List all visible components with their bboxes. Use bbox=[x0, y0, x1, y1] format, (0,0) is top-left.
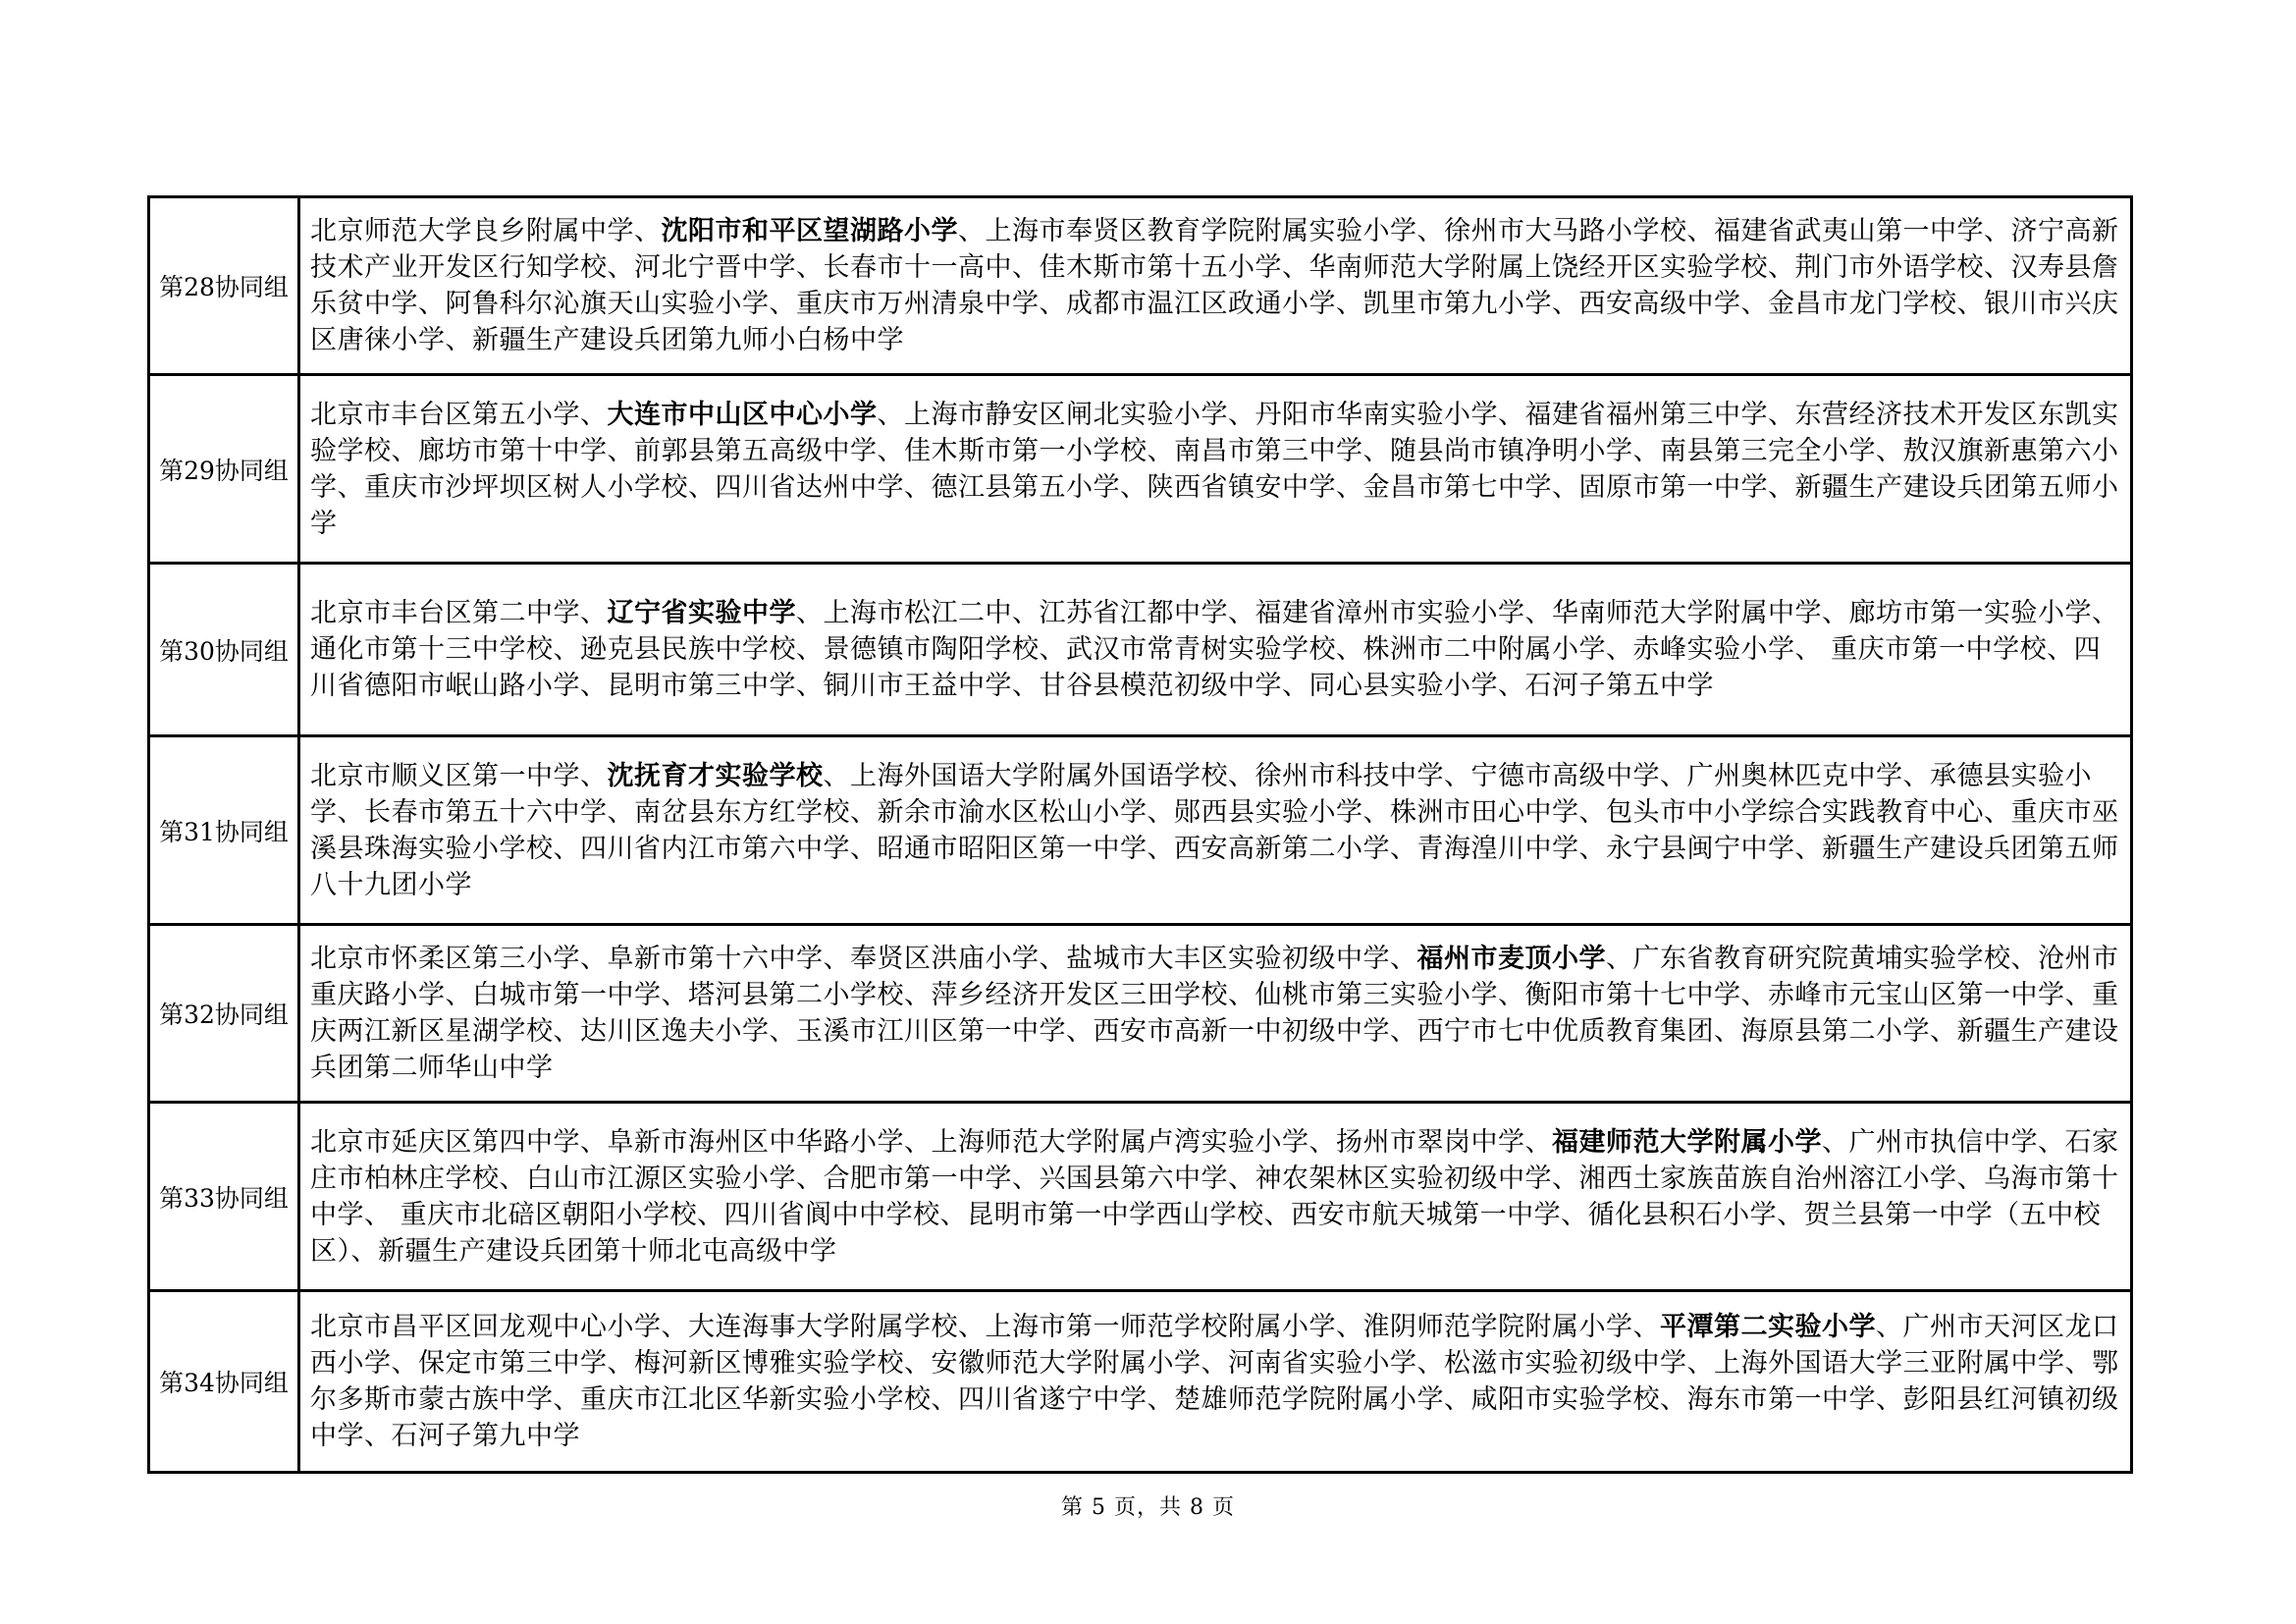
school-name: 神农架林区实验初级中学 bbox=[1255, 1163, 1552, 1194]
school-name: 广州市执信中学 bbox=[1848, 1126, 2038, 1158]
school-name: 北京市昌平区回龙观中心小学 bbox=[310, 1312, 662, 1342]
school-list: 北京市怀柔区第三小学、阜新市第十六中学、奉贤区洪庙小学、盐城市大丰区实验初级中学、福州市麦顶小学、广东省教育研究院黄埔实验学校、沧州市重庆路小学、白城市第一中学、塔河县第二小学校、萍乡经济开发区三田学校、仙桃市第三实验小学、衡阳市第十七中学、赤峰市元宝山区第一中学、重庆两江新区星湖学校、达川区逸夫小学、玉溪市江川区第一中学、西安市高新一中初级中学、西宁市七中优质教育集团、海原县第二小学、新疆生产建设兵团第二师华山中学 bbox=[299, 925, 2132, 1103]
school-name: 松滋市实验初级中学 bbox=[1444, 1348, 1687, 1379]
group-label: 第31协同组 bbox=[149, 736, 299, 925]
school-list: 北京市顺义区第一中学、沈抚育才实验学校、上海外国语大学附属外国语学校、徐州市科技中学、宁德市高级中学、广州奥林匹克中学、承德县实验小学、长春市第五十六中学、南岔县东方红学校、新余市渝水区松山小学、郧西县实验小学、株洲市田心中学、包头市中小学综合实践教育中心、重庆市巫溪县珠海实验小学校、四川省内江市第六中学、昭通市昭阳区第一中学、西安高新第二小学、青海湟川中学、永宁县闽宁中学、新疆生产建设兵团第五师八十九团小学 bbox=[299, 736, 2132, 925]
school-name: 合肥市第一中学 bbox=[823, 1163, 1012, 1194]
school-name: 郧西县实验小学 bbox=[1174, 796, 1363, 828]
school-name: 彭阳县红河镇初级中学 bbox=[310, 1384, 2119, 1451]
school-name: 贺兰县第一中学（五中校区） bbox=[310, 1199, 2102, 1267]
school-name-bold: 沈抚育才实验学校 bbox=[607, 760, 824, 791]
school-name-bold: 辽宁省实验中学 bbox=[607, 598, 796, 628]
school-name: 楚雄师范学院附属小学 bbox=[1174, 1384, 1444, 1415]
school-name: 四川省德阳市岷山路小学 bbox=[310, 634, 2102, 701]
school-name: 海原县第二小学 bbox=[1740, 1016, 1930, 1047]
school-name: 重庆两江新区星湖学校 bbox=[310, 980, 2119, 1047]
school-name: 汉寿县詹乐贫中学 bbox=[310, 252, 2119, 319]
school-name: 重庆市北碚区朝阳小学校 bbox=[391, 1199, 698, 1230]
school-name: 福建省漳州市实验小学 bbox=[1255, 598, 1525, 628]
school-name: 上海外国语大学附属外国语学校 bbox=[850, 760, 1228, 791]
school-name: 广州奥林匹克中学 bbox=[1686, 760, 1903, 791]
school-name: 景德镇市陶阳学校 bbox=[823, 634, 1040, 665]
school-name: 济宁高新技术产业开发区行知学校 bbox=[310, 216, 2119, 283]
school-name: 银川市兴庆区唐徕小学 bbox=[310, 289, 2119, 355]
school-name: 新疆生产建设兵团第五师八十九团小学 bbox=[310, 833, 2119, 900]
school-name: 扬州市翠岗中学 bbox=[1336, 1126, 1525, 1158]
school-name: 盐城市大丰区实验初级中学 bbox=[1066, 944, 1390, 974]
school-name-bold: 福建师范大学附属小学 bbox=[1552, 1126, 1822, 1158]
school-name: 西安高级中学 bbox=[1578, 289, 1741, 319]
school-name: 广东省教育研究院黄埔实验学校 bbox=[1632, 944, 2011, 974]
school-name: 北京师范大学良乡附属中学 bbox=[310, 216, 634, 246]
school-name: 西安市高新一中初级中学 bbox=[1093, 1016, 1390, 1047]
school-name: 永宁县闽宁中学 bbox=[1606, 833, 1795, 864]
school-name: 北京市怀柔区第三小学 bbox=[310, 944, 580, 974]
school-name: 昆明市第三中学 bbox=[607, 671, 796, 701]
school-name-bold: 沈阳市和平区望湖路小学 bbox=[661, 216, 958, 246]
school-name: 成都市温江区政通小学 bbox=[1066, 289, 1336, 319]
school-name: 石家庄市柏林庄学校 bbox=[310, 1126, 2119, 1194]
school-name: 萍乡经济开发区三田学校 bbox=[931, 980, 1228, 1010]
school-name: 廊坊市第十中学 bbox=[418, 435, 608, 466]
table-row bbox=[149, 197, 2132, 375]
school-name: 阜新市第十六中学 bbox=[607, 944, 824, 974]
school-name: 重庆市第一中学校 bbox=[1822, 634, 2048, 665]
school-name: 保定市第三中学 bbox=[418, 1348, 608, 1379]
school-name: 华南师范大学附属上饶经开区实验学校 bbox=[1308, 252, 1768, 283]
school-name: 荆门市外语学校 bbox=[1794, 252, 1984, 283]
school-list: 北京市昌平区回龙观中心小学、大连海事大学附属学校、上海市第一师范学校附属小学、淮阴师范学院附属小学、平潭第二实验小学、广州市天河区龙口西小学、保定市第三中学、梅河新区博雅实验学校、安徽师范大学附属小学、河南省实验小学、松滋市实验初级中学、上海外国语大学三亚附属中学、鄂尔多斯市蒙古族中学、重庆市江北区华新实验小学校、四川省遂宁中学、楚雄师范学院附属小学、咸阳市实验学校、海东市第一中学、彭阳县红河镇初级中学、石河子第九中学 bbox=[299, 1291, 2132, 1473]
group-label: 第29协同组 bbox=[149, 375, 299, 564]
school-name: 敖汉旗新惠第六小学 bbox=[310, 435, 2119, 503]
school-name: 长春市十一高中 bbox=[823, 252, 1012, 283]
school-name: 徐州市大马路小学校 bbox=[1444, 216, 1687, 246]
school-name: 德江县第五小学 bbox=[931, 471, 1120, 503]
school-name: 前郭县第五高级中学 bbox=[634, 435, 878, 466]
school-name: 西安高新第二小学 bbox=[1174, 833, 1390, 864]
school-name: 同心县实验小学 bbox=[1308, 671, 1498, 701]
school-name: 重庆市巫溪县珠海实验小学校 bbox=[310, 796, 2119, 864]
school-name: 固原市第一中学 bbox=[1578, 471, 1768, 503]
school-name: 重庆市沙坪坝区树人小学校 bbox=[364, 471, 688, 503]
school-name: 鄂尔多斯市蒙古族中学 bbox=[310, 1348, 2119, 1415]
school-name: 石河子第五中学 bbox=[1524, 671, 1714, 701]
school-name: 石河子第九中学 bbox=[391, 1421, 580, 1451]
school-name: 南岔县东方红学校 bbox=[634, 796, 850, 828]
school-name: 海东市第一中学 bbox=[1686, 1384, 1876, 1415]
school-name: 南县第三完全小学 bbox=[1660, 435, 1876, 466]
school-name: 上海市松江二中 bbox=[823, 598, 1012, 628]
school-name: 塔河县第二小学校 bbox=[688, 980, 904, 1010]
school-name: 昆明市第一中学西山学校 bbox=[967, 1199, 1264, 1230]
school-name: 仙桃市第三实验小学 bbox=[1255, 980, 1498, 1010]
school-name: 株洲市田心中学 bbox=[1390, 796, 1579, 828]
school-name: 北京市顺义区第一中学 bbox=[310, 760, 580, 791]
school-name: 上海市奉贤区教育学院附属实验小学 bbox=[985, 216, 1417, 246]
school-name: 南昌市第三中学 bbox=[1174, 435, 1363, 466]
school-name: 重庆市江北区华新实验小学校 bbox=[580, 1384, 932, 1415]
school-name: 北京市丰台区第二中学 bbox=[310, 598, 580, 628]
school-name: 新疆生产建设兵团第九师小白杨中学 bbox=[472, 325, 904, 355]
school-name: 株洲市二中附属小学 bbox=[1362, 634, 1606, 665]
school-name: 玉溪市江川区第一中学 bbox=[796, 1016, 1066, 1047]
school-name: 新余市渝水区松山小学 bbox=[877, 796, 1148, 828]
school-name-bold: 福州市麦顶小学 bbox=[1416, 944, 1606, 974]
school-name: 昭通市昭阳区第一中学 bbox=[877, 833, 1148, 864]
school-name-bold: 平潭第二实验小学 bbox=[1660, 1312, 1876, 1342]
school-name: 梅河新区博雅实验学校 bbox=[634, 1348, 904, 1379]
school-name: 福建省福州第三中学 bbox=[1524, 399, 1768, 430]
school-name: 沧州市重庆路小学 bbox=[310, 944, 2119, 1010]
table-row bbox=[149, 1103, 2132, 1291]
group-label: 第34协同组 bbox=[149, 1291, 299, 1473]
school-name: 华南师范大学附属中学 bbox=[1552, 598, 1822, 628]
page-number-footer: 第 5 页，共 8 页 bbox=[1061, 1495, 1235, 1520]
school-name: 阜新市海州区中华路小学 bbox=[607, 1126, 904, 1158]
school-list: 北京市丰台区第五小学、大连市中山区中心小学、上海市静安区闸北实验小学、丹阳市华南实验小学、福建省福州第三中学、东营经济技术开发区东凯实验学校、廊坊市第十中学、前郭县第五高级中学、佳木斯市第一小学校、南昌市第三中学、随县尚市镇净明小学、南县第三完全小学、敖汉旗新惠第六小学、重庆市沙坪坝区树人小学校、四川省达州中学、德江县第五小学、陕西省镇安中学、金昌市第七中学、固原市第一中学、新疆生产建设兵团第五师小学 bbox=[299, 375, 2132, 564]
group-label: 第28协同组 bbox=[149, 197, 299, 375]
school-name: 长春市第五十六中学 bbox=[364, 796, 608, 828]
school-name: 福建省武夷山第一中学 bbox=[1714, 216, 1984, 246]
school-name: 西安市航天城第一中学 bbox=[1291, 1199, 1562, 1230]
school-name: 逊克县民族中学校 bbox=[580, 634, 796, 665]
school-name: 宁德市高级中学 bbox=[1470, 760, 1660, 791]
school-name: 武汉市常青树实验学校 bbox=[1066, 634, 1336, 665]
school-name: 乌海市第十中学 bbox=[310, 1163, 2119, 1230]
school-name: 循化县积石小学 bbox=[1587, 1199, 1778, 1230]
school-name: 青海湟川中学 bbox=[1416, 833, 1579, 864]
collaboration-groups-table-container bbox=[147, 195, 2133, 1474]
school-name: 北京市丰台区第五小学 bbox=[310, 399, 580, 430]
school-name: 廊坊市第一实验小学 bbox=[1848, 598, 2092, 628]
school-name: 四川省达州中学 bbox=[715, 471, 904, 503]
school-name: 阿鲁科尔沁旗天山实验小学 bbox=[445, 289, 770, 319]
school-name: 淮阴师范学院附属小学 bbox=[1362, 1312, 1633, 1342]
school-list: 北京市丰台区第二中学、辽宁省实验中学、上海市松江二中、江苏省江都中学、福建省漳州市实验小学、华南师范大学附属中学、廊坊市第一实验小学、通化市第十三中学校、逊克县民族中学校、景德镇市陶阳学校、武汉市常青树实验学校、株洲市二中附属小学、赤峰实验小学、 重庆市第一中学校、四川省德阳市岷山路小学、昆明市第三中学、铜川市王益中学、甘谷县模范初级中学、同心县实验小学、石河子第五中学 bbox=[299, 564, 2132, 736]
school-name: 北京市延庆区第四中学 bbox=[310, 1126, 580, 1158]
school-name: 佳木斯市第一小学校 bbox=[904, 435, 1148, 466]
school-name: 金昌市第七中学 bbox=[1362, 471, 1552, 503]
school-name: 湘西土家族苗族自治州溶江小学 bbox=[1578, 1163, 1957, 1194]
school-name: 新疆生产建设兵团第二师华山中学 bbox=[310, 1016, 2119, 1083]
school-name: 铜川市王益中学 bbox=[823, 671, 1012, 701]
table-row bbox=[149, 375, 2132, 564]
school-name: 赤峰市元宝山区第一中学 bbox=[1768, 980, 2065, 1010]
school-name: 东营经济技术开发区东凯实验学校 bbox=[310, 399, 2119, 466]
school-name: 丹阳市华南实验小学 bbox=[1255, 399, 1498, 430]
school-name: 上海市第一师范学校附属小学 bbox=[985, 1312, 1336, 1342]
school-name: 河南省实验小学 bbox=[1228, 1348, 1417, 1379]
table-row bbox=[149, 564, 2132, 736]
table-row bbox=[149, 925, 2132, 1103]
school-name: 咸阳市实验学校 bbox=[1470, 1384, 1660, 1415]
school-name: 佳木斯市第十五小学 bbox=[1039, 252, 1282, 283]
school-name: 西宁市七中优质教育集团 bbox=[1416, 1016, 1714, 1047]
collaboration-groups-table bbox=[147, 195, 2133, 1474]
school-name: 凯里市第九小学 bbox=[1362, 289, 1552, 319]
group-table-body bbox=[149, 197, 2132, 1473]
school-name: 安徽师范大学附属小学 bbox=[931, 1348, 1201, 1379]
school-name: 奉贤区洪庙小学 bbox=[850, 944, 1040, 974]
school-name: 赤峰实验小学 bbox=[1632, 634, 1795, 665]
school-name: 河北宁晋中学 bbox=[634, 252, 796, 283]
school-name: 包头市中小学综合实践教育中心 bbox=[1606, 796, 1984, 828]
school-name: 金昌市龙门学校 bbox=[1768, 289, 1957, 319]
school-name: 白山市江源区实验小学 bbox=[526, 1163, 796, 1194]
school-name: 陕西省镇安中学 bbox=[1147, 471, 1336, 503]
table-row bbox=[149, 1291, 2132, 1473]
school-list: 北京市延庆区第四中学、阜新市海州区中华路小学、上海师范大学附属卢湾实验小学、扬州市翠岗中学、福建师范大学附属小学、广州市执信中学、石家庄市柏林庄学校、白山市江源区实验小学、合肥市第一中学、兴国县第六中学、神农架林区实验初级中学、湘西土家族苗族自治州溶江小学、乌海市第十中学、 重庆市北碚区朝阳小学校、四川省阆中中学校、昆明市第一中学西山学校、西安市航天城第一中学、循化县积石小学、贺兰县第一中学（五中校区）、新疆生产建设兵团第十师北屯高级中学 bbox=[299, 1103, 2132, 1291]
school-name: 上海市静安区闸北实验小学 bbox=[904, 399, 1228, 430]
school-name: 四川省内江市第六中学 bbox=[580, 833, 850, 864]
school-name: 衡阳市第十七中学 bbox=[1524, 980, 1741, 1010]
school-name: 新疆生产建设兵团第五师小学 bbox=[310, 471, 2119, 539]
group-label: 第33协同组 bbox=[149, 1103, 299, 1291]
school-name: 徐州市科技中学 bbox=[1255, 760, 1444, 791]
school-name: 承德县实验小学 bbox=[310, 760, 2092, 828]
school-name: 广州市天河区龙口西小学 bbox=[310, 1312, 2119, 1379]
school-name: 大连海事大学附属学校 bbox=[688, 1312, 958, 1342]
school-name: 四川省遂宁中学 bbox=[958, 1384, 1148, 1415]
school-name: 达川区逸夫小学 bbox=[580, 1016, 770, 1047]
school-name: 新疆生产建设兵团第十师北屯高级中学 bbox=[378, 1235, 837, 1267]
school-name: 白城市第一中学 bbox=[472, 980, 662, 1010]
school-name: 随县尚市镇净明小学 bbox=[1390, 435, 1633, 466]
group-label: 第32协同组 bbox=[149, 925, 299, 1103]
school-name: 兴国县第六中学 bbox=[1039, 1163, 1228, 1194]
school-name-bold: 大连市中山区中心小学 bbox=[607, 399, 878, 430]
table-row bbox=[149, 736, 2132, 925]
school-list: 北京师范大学良乡附属中学、沈阳市和平区望湖路小学、上海市奉贤区教育学院附属实验小学、徐州市大马路小学校、福建省武夷山第一中学、济宁高新技术产业开发区行知学校、河北宁晋中学、长春市十一高中、佳木斯市第十五小学、华南师范大学附属上饶经开区实验学校、荆门市外语学校、汉寿县詹乐贫中学、阿鲁科尔沁旗天山实验小学、重庆市万州清泉中学、成都市温江区政通小学、凯里市第九小学、西安高级中学、金昌市龙门学校、银川市兴庆区唐徕小学、新疆生产建设兵团第九师小白杨中学 bbox=[299, 197, 2132, 375]
school-name: 上海外国语大学三亚附属中学 bbox=[1714, 1348, 2065, 1379]
school-name: 四川省阆中中学校 bbox=[723, 1199, 940, 1230]
school-name: 上海师范大学附属卢湾实验小学 bbox=[931, 1126, 1309, 1158]
school-name: 通化市第十三中学校 bbox=[310, 634, 554, 665]
school-name: 甘谷县模范初级中学 bbox=[1039, 671, 1282, 701]
school-name: 重庆市万州清泉中学 bbox=[796, 289, 1040, 319]
group-label: 第30协同组 bbox=[149, 564, 299, 736]
school-name: 江苏省江都中学 bbox=[1039, 598, 1228, 628]
